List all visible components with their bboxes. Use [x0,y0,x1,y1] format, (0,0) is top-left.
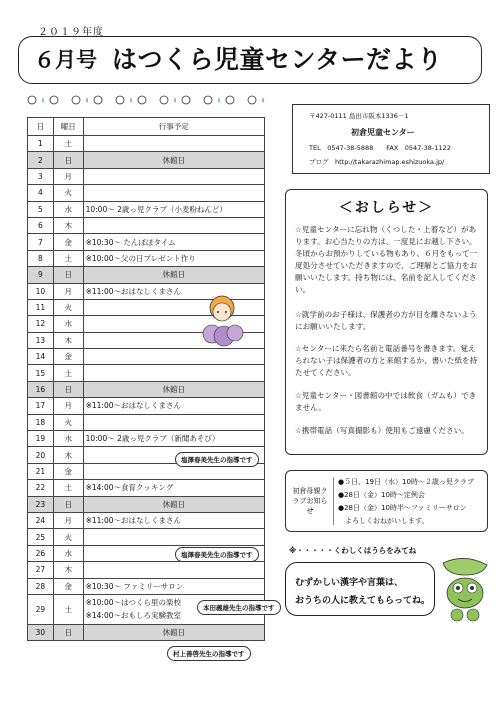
event-cell: ※14:00～食育クッキング [83,480,264,496]
snail-icon [226,96,234,104]
weekday-cell: 土 [53,480,83,496]
day-cell: 2 [28,152,54,168]
calendar-row [28,480,265,496]
weekday-cell: 木 [53,562,83,578]
calendar-row [28,349,265,365]
event-cell: 休館日 [83,496,264,512]
day-cell: 21 [28,463,54,479]
weekday-cell: 日 [53,267,83,283]
phone-fax: TEL 0547-38-5888 FAX 0547-38-1122 [309,144,451,152]
flower-icon [28,96,36,104]
instructor-bubble: 塩澤春美先生の指導です [175,547,259,562]
raindrop-icon [42,97,44,103]
calendar-row [28,414,265,430]
center-name: 初倉児童センター [351,128,415,137]
snail-icon [94,96,102,104]
calendar-row [28,398,265,414]
instructor-bubble: 村上善啓先生の指導です [167,646,251,661]
event-cell: ※11:00～おはなしくまさん [83,283,264,299]
event-cell [83,349,264,365]
club-label: 初倉母親クラブお知らせ [292,487,328,515]
weekday-cell: 日 [53,496,83,512]
weekday-cell: 金 [53,349,83,365]
club-item: ●28日（金）10時～定例会 [338,491,425,499]
day-cell: 9 [28,267,54,283]
weekday-cell: 月 [53,283,83,299]
calendar-row [28,217,265,233]
event-cell [83,136,264,152]
day-cell: 3 [28,168,54,184]
notice-title: ＜おしらせ＞ [338,200,435,216]
col-header-day: 日 [28,118,54,136]
calendar-row [28,234,265,250]
weekday-cell: 水 [53,431,83,447]
event-cell [83,217,264,233]
weekday-cell: 金 [53,234,83,250]
weekday-cell: 月 [53,398,83,414]
divider [333,477,334,525]
club-item: よろしくおねがいします。 [338,517,429,525]
weekday-cell: 土 [53,250,83,266]
weekday-cell: 土 [53,594,83,624]
day-cell: 5 [28,201,54,217]
notice-item: ☆児童センター・図書館の中では飲食（ガムも）できません。 [295,391,477,412]
fiscal-year: ２０１９年度 [38,27,104,38]
weekday-cell: 日 [53,381,83,397]
calendar-row [28,431,265,447]
event-cell: ※10:30～ ファミリーサロン [83,578,264,594]
day-cell: 4 [28,185,54,201]
calendar-row [28,168,265,184]
day-cell: 11 [28,299,54,315]
calendar-row [28,562,265,578]
weekday-cell: 月 [53,168,83,184]
event-calendar [27,117,265,641]
raindrop-icon [218,97,220,103]
calendar-row [28,267,265,283]
see-back-note: ※・・・・・くわしくはうらをみてね [289,546,417,555]
col-header-event: 行事予定 [83,118,264,136]
flower-icon [116,96,124,104]
event-cell: 休館日 [83,381,264,397]
weekday-cell: 水 [53,316,83,332]
event-cell [83,562,264,578]
frog-mascot-icon [437,555,493,625]
calendar-row [28,136,265,152]
event-cell [83,168,264,184]
decoration-border [24,92,274,108]
contact-box [292,104,490,174]
calendar-header-row [28,118,265,136]
raindrop-icon [130,97,132,103]
calendar-row [28,152,265,168]
weekday-cell: 日 [53,152,83,168]
weekday-cell: 火 [53,185,83,201]
weekday-cell: 火 [53,414,83,430]
day-cell: 23 [28,496,54,512]
snail-icon [50,96,58,104]
kanji-note-box [285,562,435,616]
event-cell: 10:00～ 2歳っ児クラブ（新聞あそび） [83,431,264,447]
calendar-row [28,578,265,594]
weekday-cell: 金 [53,578,83,594]
event-text: ※14:00～おもしろ実験教室 [85,611,182,621]
weekday-cell: 火 [53,299,83,315]
event-cell [83,365,264,381]
day-cell: 18 [28,414,54,430]
weekday-cell: 月 [53,512,83,528]
weekday-cell: 木 [53,447,83,463]
calendar-body [28,136,265,641]
weekday-cell: 金 [53,463,83,479]
weekday-cell: 水 [53,201,83,217]
calendar-row [28,365,265,381]
notice-item: ☆児童センターに忘れ物（くつした・上着など）があります。お心当たりの方は、一度見にお越し下さい。冬頃からお預かりしている物もあり、６月をもって一度処分させていただきますので、ご理解とご協力をお願いいたします。持ち物には、名前を記入してください。 [295,225,478,294]
event-cell: 休館日 [83,624,264,640]
day-cell: 28 [28,578,54,594]
day-cell: 1 [28,136,54,152]
day-cell: 16 [28,381,54,397]
event-cell [83,185,264,201]
raindrop-icon [86,97,88,103]
day-cell: 17 [28,398,54,414]
calendar-row [28,250,265,266]
day-cell: 25 [28,529,54,545]
event-cell: ※10:30～ たんぽぽタイム [83,234,264,250]
day-cell: 30 [28,624,54,640]
calendar-row [28,185,265,201]
girl-with-hydrangea-icon [198,292,248,348]
weekday-cell: 日 [53,624,83,640]
raindrop-icon [262,97,264,103]
day-cell: 22 [28,480,54,496]
snail-icon [182,96,190,104]
flower-icon [248,96,256,104]
calendar-row [28,496,265,512]
day-cell: 14 [28,349,54,365]
weekday-cell: 木 [53,217,83,233]
club-item: ●28日（金）10時半～ファミリーサロン [338,504,467,512]
day-cell: 8 [28,250,54,266]
day-cell: 27 [28,562,54,578]
day-cell: 7 [28,234,54,250]
notice-item: ☆就学前のお子様は、保護者の方が目を離さないようにお願いいたします。 [295,310,477,331]
weekday-cell: 火 [53,529,83,545]
issue-label: ６月号 [34,48,97,72]
calendar-row [28,512,265,528]
postal-address: 〒427-0111 島田市阪本1336－1 [309,112,409,120]
col-header-weekday: 曜日 [53,118,83,136]
day-cell: 10 [28,283,54,299]
weekday-cell: 木 [53,332,83,348]
day-cell: 29 [28,594,54,624]
event-cell: 10:00～ 2歳っ児クラブ（小麦粉ねんど） [83,201,264,217]
calendar-row [28,201,265,217]
day-cell: 24 [28,512,54,528]
weekday-cell: 土 [53,365,83,381]
event-cell: ※11:00～おはなしくまさん [83,512,264,528]
event-cell: 休館日 [83,152,264,168]
kanji-note-line: おうちの人に教えてもらってね。 [295,596,431,606]
blog-url[interactable]: ブログ http://takarazhimap.eshizuoka.jp/ [309,158,445,166]
event-text: ※10:00～はつくら里の楽校 [85,598,182,608]
club-item: ●５日、19日（水）10時～２歳っ児クラブ [338,478,474,486]
calendar-row [28,624,265,640]
event-cell: ※11:00～おはなしくまさん [83,398,264,414]
day-cell: 20 [28,447,54,463]
flower-icon [204,96,212,104]
day-cell: 6 [28,217,54,233]
newsletter-title: はつくら児童センターだより [112,45,443,74]
day-cell: 13 [28,332,54,348]
event-cell: 休館日 [83,267,264,283]
calendar-row [28,381,265,397]
raindrop-icon [174,97,176,103]
kanji-note-line: むずかしい漢字や言葉は、 [295,578,404,588]
weekday-cell: 水 [53,545,83,561]
flower-icon [160,96,168,104]
mothers-club-box [285,470,488,532]
notice-item: ☆センターに来たら名前と電話番号を書きます。覚えられない子は保護者の方と来館するか、書いた紙を持たせてください。 [295,344,478,377]
day-cell: 19 [28,431,54,447]
snail-icon [138,96,146,104]
calendar-row [28,529,265,545]
event-cell: ※10:00～父の日プレゼント作り [83,250,264,266]
flower-icon [72,96,80,104]
event-cell [83,529,264,545]
weekday-cell: 土 [53,136,83,152]
instructor-bubble: 本田義雄先生の指導です [197,600,281,615]
notice-item: ☆携帯電話（写真撮影も）使用もご遠慮ください。 [295,426,469,435]
event-cell [83,414,264,430]
day-cell: 12 [28,316,54,332]
notice-box [285,189,488,455]
instructor-bubble: 塩澤春美先生の指導です [175,452,259,467]
day-cell: 26 [28,545,54,561]
day-cell: 15 [28,365,54,381]
